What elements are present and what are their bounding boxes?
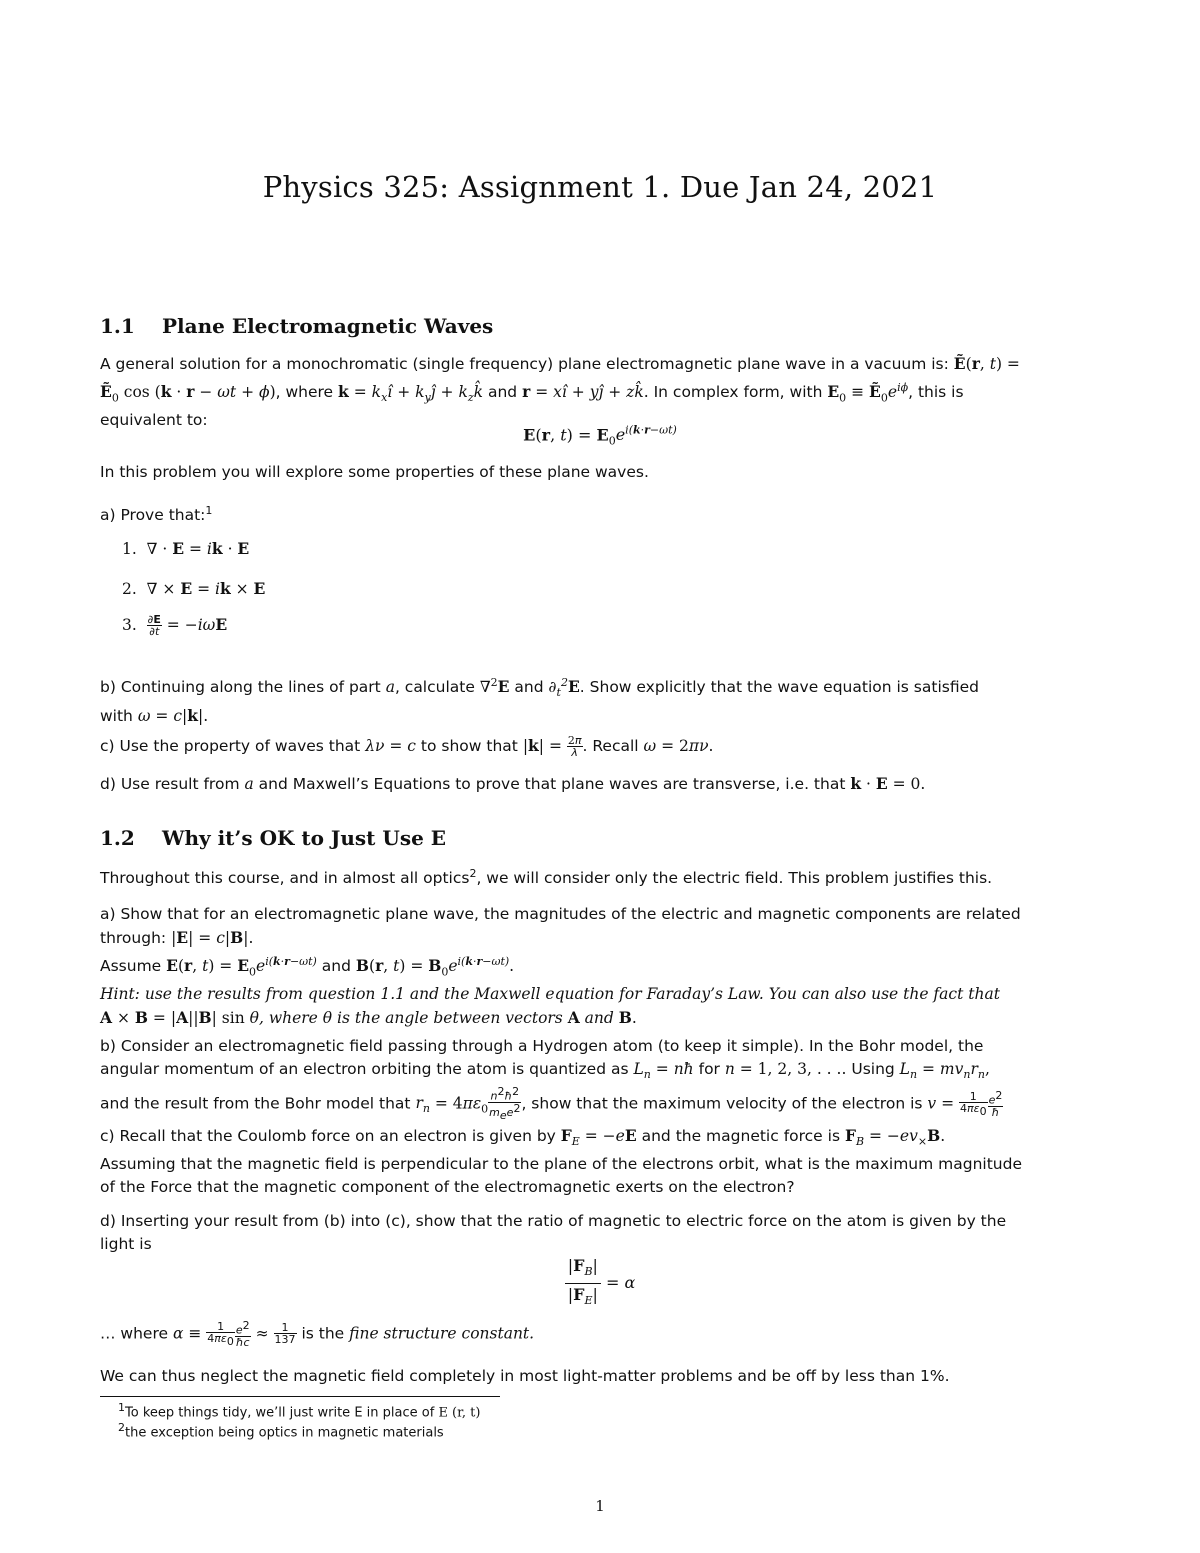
footnote-1: $^1$To keep things tidy, we’ll just write E in place of E (r, t) — [118, 1401, 481, 1421]
part-2d: d) Inserting your result from (b) into (c), show that the ratio of magnetic to electric force on the atom is given by the light is — [100, 1212, 1007, 1253]
footnote-divider — [100, 1396, 500, 1397]
part-1d: d) Use result from a and Maxwell’s Equations to prove that plane waves are transverse, i.e. that k · E = 0. — [100, 774, 926, 793]
section-2-title: Why it’s OK to Just Use E — [162, 826, 447, 850]
part-2a: a) Show that for an electromagnetic plane wave, the magnitudes of the electric and magnetic components are related through: |E| = c|B|. Assume E(r, $t) = E_0e^{i(k\cdot r-\omega t)}$ and B(r, $t) = B_0e^{i(k\cdot r-\omega t)}$. Hint: use the results from question 1.1 and the Maxwell equation for Faraday’s Law. You can also use the fact that A × B = |A||B| sin θ, where θ is the angle between vectors A and B. — [100, 905, 1021, 1028]
conclusion: We can thus neglect the magnetic field completely in most light-matter problems and be off by less than 1%. — [100, 1367, 950, 1385]
list-item: 3. $\frac{\partial E}{\partial t}$ = −iωE — [122, 613, 228, 638]
footnote-ref-1: 1 — [205, 504, 213, 517]
alpha-definition: … where α ≡ $\frac{1}{4\pi\varepsilon_0}$ $\frac{e^2}{ħc}$ ≈ $\frac{1}{137}$ is the fine structure constant. — [100, 1319, 535, 1349]
part-1b: b) Continuing along the lines of part a, calculate ∇$^2$E and $\partial_t^2E$. Show explicitly that the wave equation is satisfied with ω = c|k|. — [100, 676, 979, 726]
section-1-explore: In this problem you will explore some properties of these plane waves. — [100, 463, 649, 481]
section-1-number: 1.1 — [100, 314, 135, 338]
page-title: Physics 325: Assignment 1. Due Jan 24, 2021 — [262, 170, 938, 204]
complex-form-equation: E(r, $t) = E_0e^{i(k\cdot r-\omega t)}$ — [523, 424, 677, 448]
list-item: 2. ∇ × E = ik × E — [122, 579, 266, 598]
hint-text: Hint: use the results from question 1.1 and the Maxwell equation for Faraday’s Law. You can also use the fact that — [100, 985, 1000, 1004]
footnote-2: $^2$the exception being optics in magnetic materials — [118, 1421, 444, 1441]
section-1-heading — [100, 314, 493, 338]
part-1a: a) Prove that:$^1$ — [100, 504, 213, 525]
part-1c: c) Use the property of waves that λν = c to show that |k| = $\frac{2\pi}{\lambda}$ . Recall ω = 2πν. — [100, 734, 714, 759]
section-1-intro: A general solution for a monochromatic (single frequency) plane electromagnetic plane wave in a vacuum is: Ẽ(r, t) = Ẽ$_0$ cos (k · r − ωt + ϕ), where $k = k_xî$ + $k_yĵ$ + $k_zk̂$ and r = xî + yĵ + zk̂. In complex form, with $E_0$ ≡ $Ẽ_0e^{i\phi}$, this is equivalent to: — [100, 354, 1020, 430]
part-2b: b) Consider an electromagnetic field passing through a Hydrogen atom (to keep it simple). In the Bohr model, the angular momentum of an electron orbiting the atom is quantized as $L_n$ = nħ for n = 1, 2, 3, . . .. Using $L_n = mv_nr_n$, and the result from the Bohr model that $r_n = 4\pi\varepsilon_0$ $\frac{n^2ħ^2}{m_ee^2}$ , show that the maximum velocity of the electron is v = $\frac{1}{4\pi\varepsilon_0}$ $\frac{e^2}{ħ}$ — [100, 1037, 1003, 1123]
section-2-heading — [100, 826, 446, 850]
section-2-intro: Throughout this course, and in almost all optics$^2$, we will consider only the electric field. This problem justifies this. — [100, 867, 993, 888]
force-ratio-equation: $\frac{|F_B|}{|F_E|} = \alpha$ — [0, 1255, 1200, 1312]
footnote-ref-2: 2 — [469, 867, 477, 880]
section-2-number: 1.2 — [100, 826, 135, 850]
section-1-title: Plane Electromagnetic Waves — [162, 314, 494, 338]
part-2c: c) Recall that the Coulomb force on an electron is given by $F_E = -eE$ and the magnetic force is $F_B = -ev_\times B$. Assuming that the magnetic field is perpendicular to the plane of the electrons orbit, what is the maximum magnitude of the Force that the magnetic component of the electromagnetic exerts on the electron? — [100, 1126, 1023, 1197]
list-item: 1. ∇ · E = ik · E — [122, 539, 250, 558]
page-number: 1 — [595, 1497, 605, 1515]
